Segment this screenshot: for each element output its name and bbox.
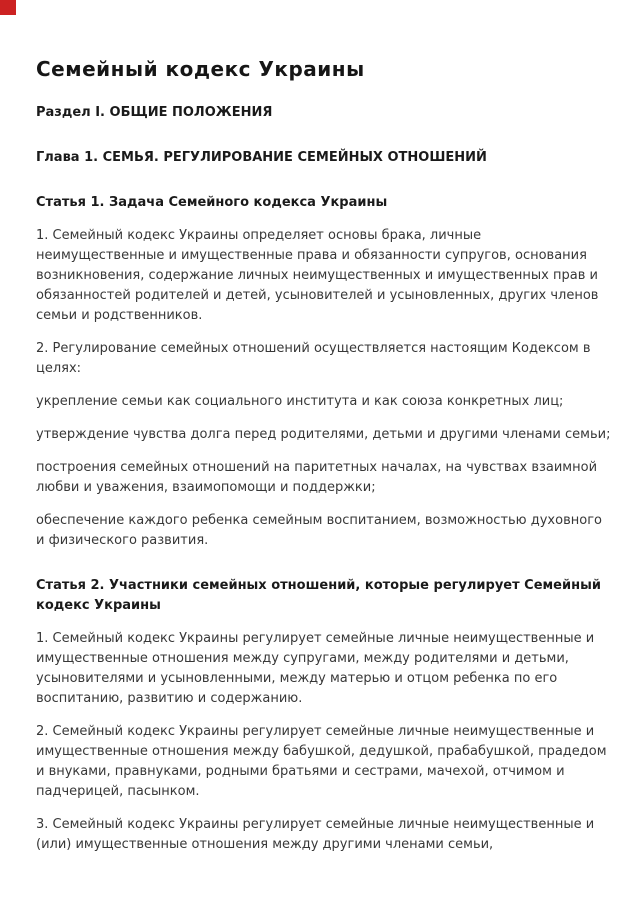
article-2 — [36, 576, 612, 855]
article-2-paragraph-3: 3. Семейный кодекс Украины регулирует семейные личные неимущественные и (или) имущественные отношения между другими членами семьи, — [36, 817, 595, 852]
section-heading: Раздел I. ОБЩИЕ ПОЛОЖЕНИЯ — [36, 105, 273, 120]
corner-marker — [0, 0, 16, 15]
article-2-heading: Статья 2. Участники семейных отношений, которые регулирует Семейный кодекс Украины — [36, 578, 601, 613]
article-2-paragraph-2: 2. Семейный кодекс Украины регулирует семейные личные неимущественные и имущественные отношения между бабушкой, дедушкой, прабабушкой, прадедом и внуками, правнуками, родными братьями и сестрами, мачехой, отчимом и падчерицей, пасынком. — [36, 724, 607, 799]
article-2-paragraph-1: 1. Семейный кодекс Украины регулирует семейные личные неимущественные и имущественные отношения между супругами, между родителями и детьми, усыновителями и усыновленными, между матерью и отцом ребенка по его воспитанию, развитию и содержанию. — [36, 631, 595, 706]
article-1-paragraph-2: 2. Регулирование семейных отношений осуществляется настоящим Кодексом в целях: — [36, 341, 591, 376]
article-1-paragraph-1: 1. Семейный кодекс Украины определяет основы брака, личные неимущественные и имущественные права и обязанности супругов, основания возникновения, содержание личных неимущественных и имущественных прав и обязанностей родителей и детей, усыновителей и усыновленных, других членов семьи и родственников. — [36, 228, 599, 323]
article-1-heading: Статья 1. Задача Семейного кодекса Украины — [36, 195, 388, 210]
article-1-paragraph-6: обеспечение каждого ребенка семейным воспитанием, возможностью духовного и физического развития. — [36, 513, 602, 548]
article-1-paragraph-5: построения семейных отношений на паритетных началах, на чувствах взаимной любви и уважения, взаимопомощи и поддержки; — [36, 460, 598, 495]
article-1-paragraph-4: утверждение чувства долга перед родителями, детьми и другими членами семьи; — [36, 427, 611, 442]
document-title: Семейный кодекс Украины — [36, 57, 365, 81]
chapter-heading: Глава 1. СЕМЬЯ. РЕГУЛИРОВАНИЕ СЕМЕЙНЫХ ОТНОШЕНИЙ — [36, 150, 487, 165]
article-1 — [36, 193, 612, 551]
article-1-paragraph-3: укрепление семьи как социального института и как союза конкретных лиц; — [36, 394, 564, 409]
